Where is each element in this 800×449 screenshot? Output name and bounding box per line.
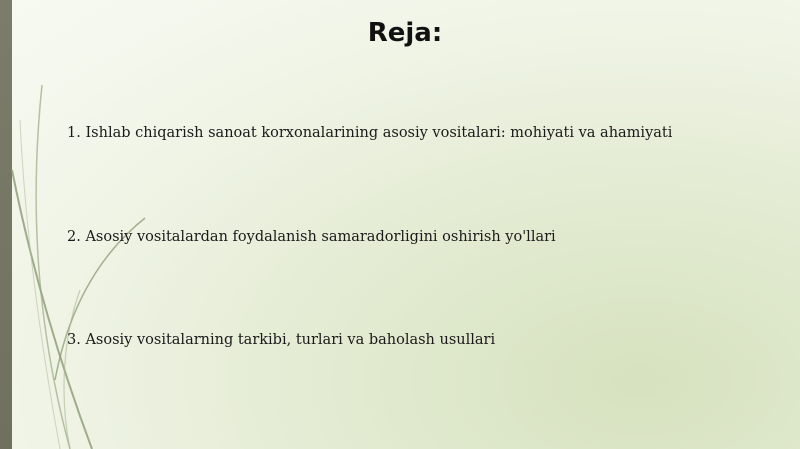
plan-item-2: 2. Asosiy vositalardan foydalanish samaradorligini oshirish yo'llari [67,229,556,245]
slide-title: Reja: [367,18,443,48]
plan-item-1: 1. Ishlab chiqarish sanoat korxonalarining asosiy vositalari: mohiyati va ahamiyati [67,125,673,141]
plan-item-3: 3. Asosiy vositalarning tarkibi, turlari va baholash usullari [67,332,496,348]
